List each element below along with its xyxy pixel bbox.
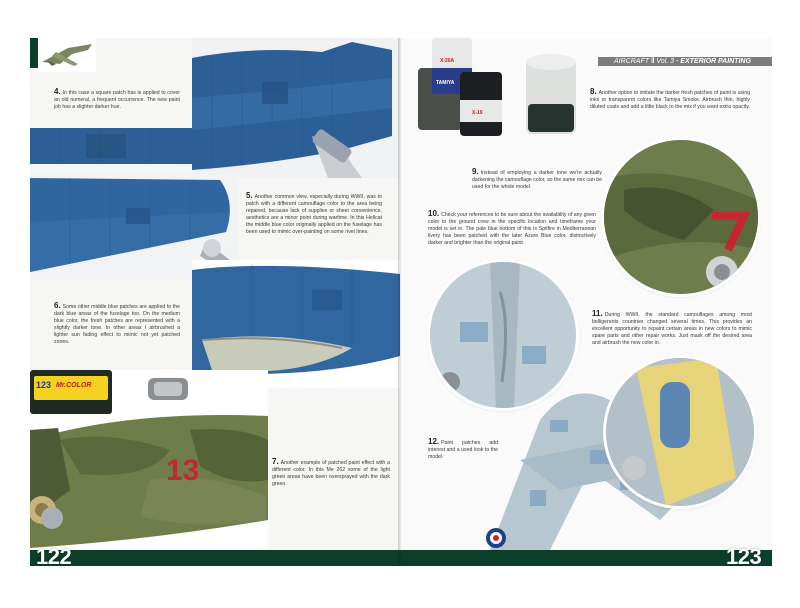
airbrush-needle-photo xyxy=(144,372,192,408)
step-number: 10. xyxy=(428,209,440,218)
step-6-text xyxy=(54,302,180,347)
right-page-number: 123 xyxy=(726,544,762,569)
step-11-text xyxy=(592,310,752,347)
mrcolor-paint-jar xyxy=(30,370,112,414)
step-9-text xyxy=(472,168,602,191)
header-separator: - xyxy=(675,58,679,65)
step-number: 9. xyxy=(472,167,479,176)
header-divider-glyph: ‖ xyxy=(650,58,655,65)
left-footer-bar xyxy=(30,550,400,566)
step-10-text xyxy=(428,210,596,247)
step-body: Check your references to be sure about the availability of any given color to the ground crew in the specific location and timeframe your model is set in. The pale blue bottom of this is Spitfire in Mediterranean livery has been patched with the later Azure Blue color, distinctively darker and brighter than the original paint. xyxy=(428,212,596,247)
header-section: AIRCRAFT xyxy=(614,58,649,65)
tamiya-jar-label-1: X-20A xyxy=(440,58,455,64)
step-number: 6. xyxy=(54,301,61,310)
mrcolor-brand: Mr.COLOR xyxy=(56,382,92,389)
tamiya-brand-label: TAMIYA xyxy=(436,80,455,86)
step-number: 11. xyxy=(592,309,603,318)
tamiya-jar-label-2: X-19 xyxy=(472,110,483,116)
step-8-text xyxy=(590,88,750,111)
step-body: Another option to imitate the darker fresh patches of paint is using inks or transparent colors like Tamiya Smoke. Airbrush thin, highly diluted coats and add a little black to the mix if you want extra opacity. xyxy=(590,90,750,111)
step-body: Another common view, especially during WWII, was to patch with a different camouflage color to the area being repaired, because lack of supplies or sheer convenience, aesthetics are a minor point during wartime. In this Hellcat the middle blue color originally applied on the fuselage has been used to mimic over-painting on some rivet lines. xyxy=(246,194,382,236)
step-body: Some other middle blue patches are applied to the dark blue areas of the fuselage too. On the medium blue color, the fresh patches are represented with a slightly darker tone. In other areas I airbrushed a lighter sun fading effect to mimic not yet patched zones. xyxy=(54,304,180,346)
tamiya-jars-photo xyxy=(410,38,606,148)
thumbnail-aircraft-photo xyxy=(38,38,96,72)
fw190-closeup-circle-photo xyxy=(604,140,758,294)
step-body: During WWII, the standard camouflages among most belligerents countries changed several times. This provides an excellent opportunity to repaint certain areas in new colors to mimic spare parts and other repair works. Just mask off the desired area and airbrush the new color in. xyxy=(592,312,752,347)
left-page-number: 122 xyxy=(36,544,72,569)
hellcat-droptank-photo xyxy=(192,260,400,388)
step-number: 4. xyxy=(54,87,61,96)
hellcat-tail-photo xyxy=(192,38,400,178)
step-number: 5. xyxy=(246,191,253,200)
chapter-header-text xyxy=(614,57,751,66)
header-accent-square xyxy=(30,38,38,68)
aircraft-numeral: 13 xyxy=(166,454,200,487)
step-number: 12. xyxy=(428,437,440,446)
step-body: Another example of patched paint effect with a different color. In this Me 262 some of the light green areas have been oversprayed with the dark green. xyxy=(272,460,390,488)
right-footer-bar xyxy=(400,550,772,566)
step-12-text xyxy=(428,438,498,461)
header-volume: Vol. 3 xyxy=(656,58,675,65)
header-chapter: EXTERIOR PAINTING xyxy=(680,58,751,65)
step-number: 7. xyxy=(272,457,279,466)
step-5-text xyxy=(246,192,382,237)
step-7-text xyxy=(272,458,390,488)
step-4-text xyxy=(54,88,180,111)
spread-gutter xyxy=(398,38,402,566)
step-body: Paint patches add interest and a used look to the model. xyxy=(428,440,498,461)
blue-patch-strip-photo xyxy=(30,128,192,164)
mrcolor-number: 123 xyxy=(36,380,52,390)
step-number: 8. xyxy=(590,87,597,96)
masking-tape-circle-photo xyxy=(606,358,754,506)
step-body: Instead of employing a darker tone we're actually darkening the camouflage color, so the same mix can be used for the whole model. xyxy=(472,170,602,191)
step-body: In this case a square patch has is applied to cover an old numeral, a frequent occurrence. The new paint job has a slighter darker hue. xyxy=(54,90,180,111)
